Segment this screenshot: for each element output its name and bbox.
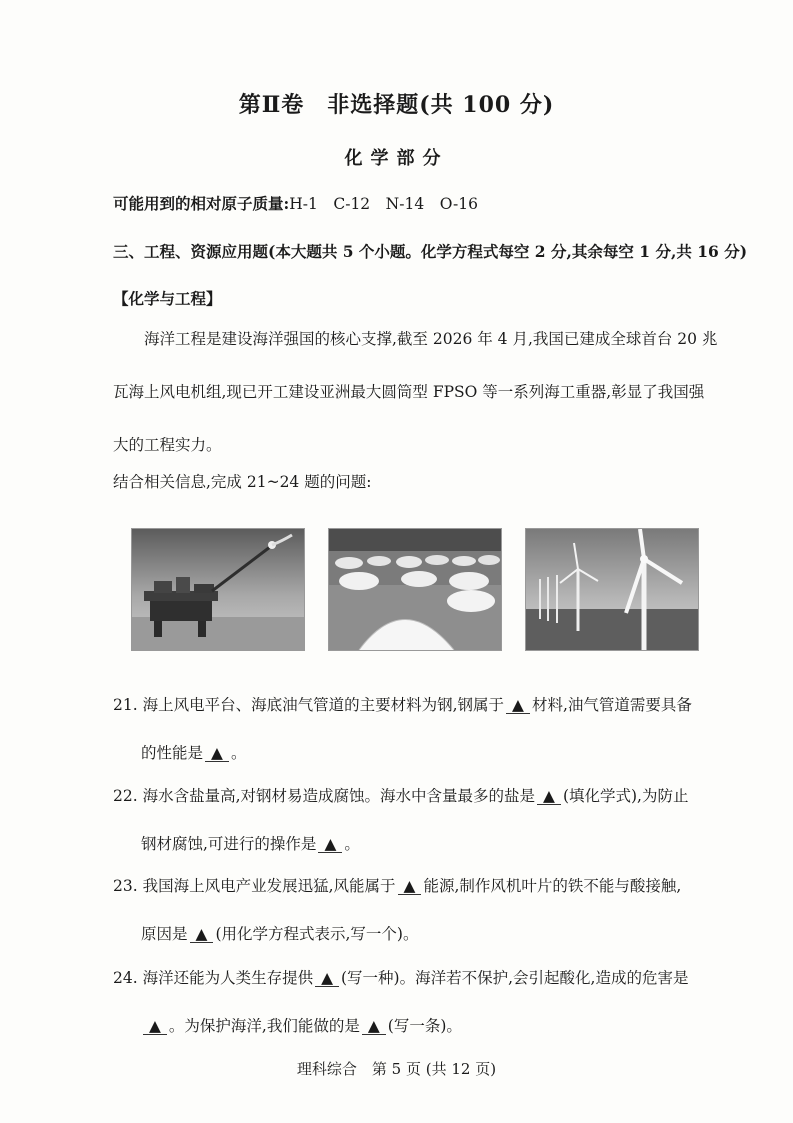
section-title: 化学部分 — [344, 148, 449, 169]
question-text: 24. 海洋还能为人类生存提供 — [113, 969, 314, 987]
instruction-text: 结合相关信息,完成 21~24 题的问题: — [113, 473, 372, 491]
answer-blank[interactable]: ▲ — [205, 745, 229, 762]
exam-part-title: 第Ⅱ卷 非选择题(共 100 分) — [238, 92, 555, 118]
answer-blank[interactable]: ▲ — [190, 926, 214, 943]
question-22 — [113, 772, 733, 868]
question-text: 能源,制作风机叶片的铁不能与酸接触, — [423, 877, 682, 895]
question-text: (用化学方程式表示,写一个)。 — [215, 925, 419, 943]
question-24 — [113, 954, 733, 1050]
question-23 — [113, 862, 733, 958]
question-text: 23. 我国海上风电产业发展迅猛,风能属于 — [113, 877, 396, 895]
question-text: 钢材腐蚀,可进行的操作是 — [141, 835, 317, 853]
answer-blank[interactable]: ▲ — [537, 788, 561, 805]
answer-blank[interactable]: ▲ — [318, 836, 342, 853]
question-21 — [113, 681, 733, 777]
part-three-heading: 三、工程、资源应用题(本大题共 5 个小题。化学方程式每空 2 分,其余每空 1 分,共 16 分) — [113, 242, 748, 261]
atomic-mass-label: 可能用到的相对原子质量: — [113, 194, 290, 213]
question-text: 原因是 — [141, 925, 188, 943]
question-text: 。 — [344, 835, 360, 853]
wind-farm-photo — [525, 528, 699, 651]
answer-blank[interactable]: ▲ — [506, 697, 530, 714]
atomic-mass-line — [113, 192, 478, 214]
question-text: 21. 海上风电平台、海底油气管道的主要材料为钢,钢属于 — [113, 696, 505, 714]
topic-heading: 【化学与工程】 — [113, 289, 222, 308]
atomic-mass-values: H-1 C-12 N-14 O-16 — [289, 195, 478, 213]
question-text: 的性能是 — [141, 744, 204, 762]
answer-blank[interactable]: ▲ — [362, 1018, 386, 1035]
question-text: 22. 海水含盐量高,对钢材易造成腐蚀。海水中含量最多的盐是 — [113, 787, 536, 805]
answer-blank[interactable]: ▲ — [315, 970, 339, 987]
question-text: 材料,油气管道需要具备 — [531, 696, 692, 714]
question-text: 。为保护海洋,我们能做的是 — [168, 1017, 360, 1035]
salt-field-photo — [328, 528, 502, 651]
question-text: 。 — [230, 744, 247, 762]
answer-blank[interactable]: ▲ — [143, 1018, 167, 1035]
page-footer: 理科综合 第 5 页 (共 12 页) — [296, 1060, 497, 1078]
question-text: (填化学式),为防止 — [562, 787, 689, 805]
answer-blank[interactable]: ▲ — [398, 878, 422, 895]
question-text: (写一条)。 — [387, 1017, 462, 1035]
intro-line: 海洋工程是建设海洋强国的核心支撑,截至 2026 年 4 月,我国已建成全球首台 20 兆 — [144, 330, 718, 348]
intro-line: 大的工程实力。 — [113, 436, 222, 454]
intro-line: 瓦海上风电机组,现已开工建设亚洲最大圆筒型 FPSO 等一系列海工重器,彰显了我国强 — [113, 383, 705, 401]
offshore-platform-photo — [131, 528, 305, 651]
intro-paragraph — [113, 313, 718, 472]
question-text: (写一种)。海洋若不保护,会引起酸化,造成的危害是 — [341, 969, 689, 987]
